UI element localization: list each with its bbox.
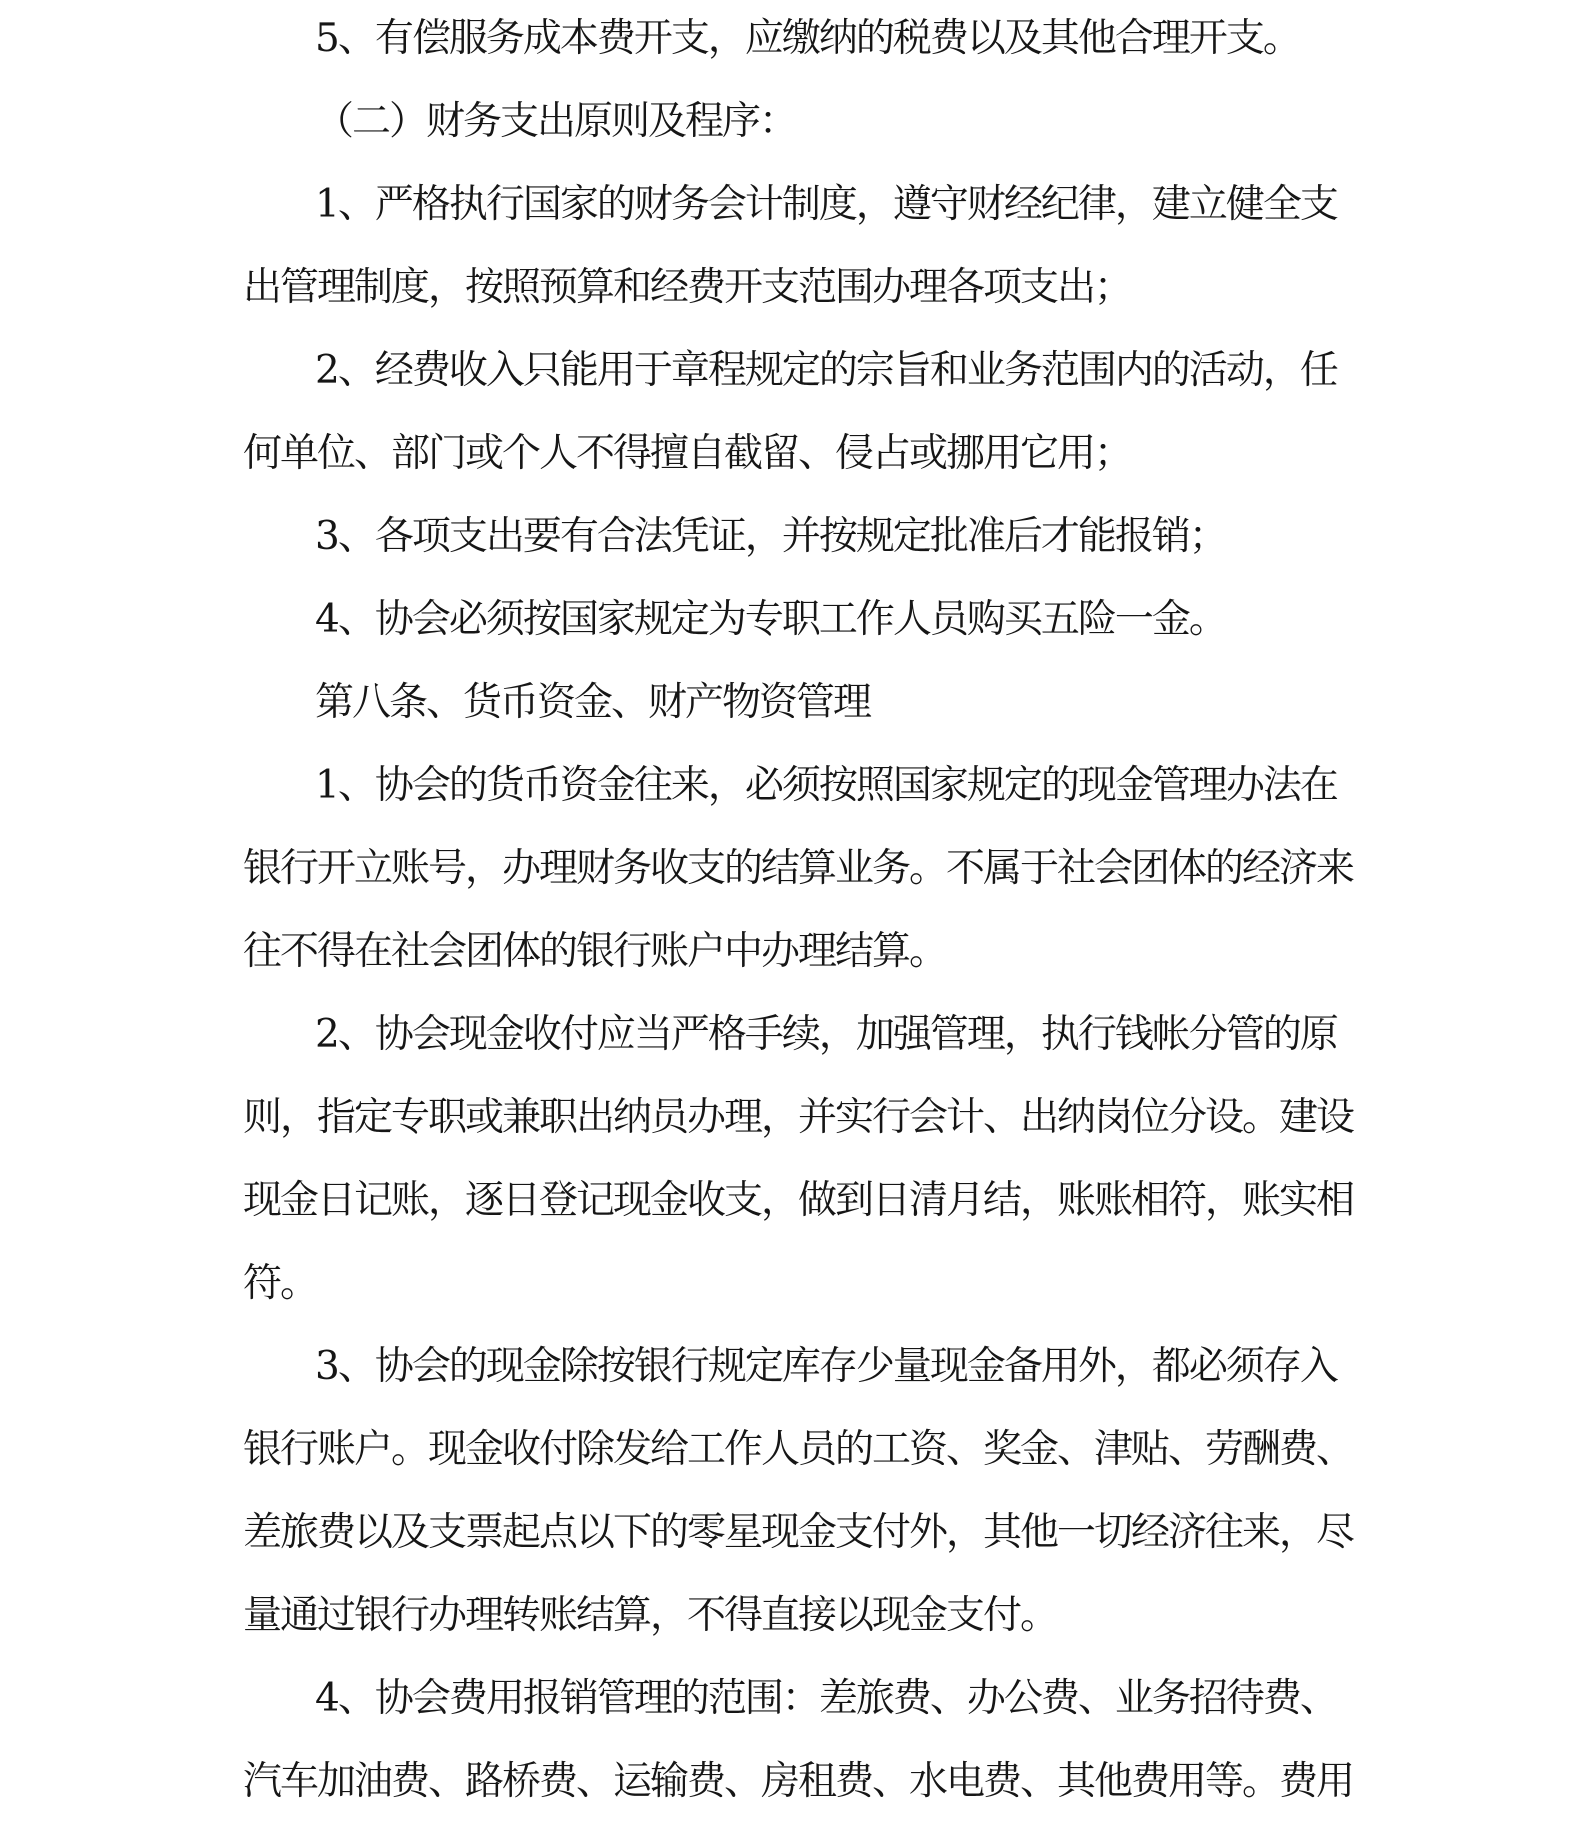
paragraph-line: 汽车加油费、路桥费、运输费、房租费、水电费、其他费用等。费用 bbox=[243, 1759, 1354, 1804]
paragraph-line: 4、协会费用报销管理的范围：差旅费、办公费、业务招待费、 bbox=[315, 1676, 1337, 1721]
paragraph-line: 1、协会的货币资金往来，必须按照国家规定的现金管理办法在 bbox=[315, 763, 1337, 808]
paragraph-line: 则，指定专职或兼职出纳员办理，并实行会计、出纳岗位分设。建设 bbox=[243, 1095, 1354, 1140]
paragraph-line: 往不得在社会团体的银行账户中办理结算。 bbox=[243, 929, 947, 974]
paragraph-line: 何单位、部门或个人不得擅自截留、侵占或挪用它用； bbox=[243, 431, 1132, 476]
paragraph-line: 现金日记账，逐日登记现金收支，做到日清月结，账账相符，账实相 bbox=[243, 1178, 1354, 1223]
paragraph-line: 4、协会必须按国家规定为专职工作人员购买五险一金。 bbox=[315, 597, 1226, 642]
paragraph-line: 3、各项支出要有合法凭证，并按规定批准后才能报销； bbox=[315, 514, 1226, 559]
paragraph-line: 银行账户。现金收付除发给工作人员的工资、奖金、津贴、劳酬费、 bbox=[243, 1427, 1354, 1472]
paragraph-line: 差旅费以及支票起点以下的零星现金支付外，其他一切经济往来，尽 bbox=[243, 1510, 1354, 1555]
paragraph-line: 5、有偿服务成本费开支，应缴纳的税费以及其他合理开支。 bbox=[315, 16, 1300, 61]
paragraph-line: 1、严格执行国家的财务会计制度，遵守财经纪律，建立健全支 bbox=[315, 182, 1337, 227]
section-heading-line: 第八条、货币资金、财产物资管理 bbox=[315, 680, 871, 725]
paragraph-line: 出管理制度，按照预算和经费开支范围办理各项支出； bbox=[243, 265, 1132, 310]
paragraph-line: 符。 bbox=[243, 1261, 318, 1306]
paragraph-line: 银行开立账号，办理财务收支的结算业务。不属于社会团体的经济来 bbox=[243, 846, 1354, 891]
paragraph-line: 3、协会的现金除按银行规定库存少量现金备用外，都必须存入 bbox=[315, 1344, 1337, 1389]
paragraph-line: 2、经费收入只能用于章程规定的宗旨和业务范围内的活动，任 bbox=[315, 348, 1337, 393]
subsection-heading-line: （二）财务支出原则及程序： bbox=[315, 99, 797, 144]
paragraph-line: 2、协会现金收付应当严格手续，加强管理，执行钱帐分管的原 bbox=[315, 1012, 1337, 1057]
document-text-block bbox=[243, 0, 1363, 1823]
paragraph-line: 量通过银行办理转账结算，不得直接以现金支付。 bbox=[243, 1593, 1058, 1638]
